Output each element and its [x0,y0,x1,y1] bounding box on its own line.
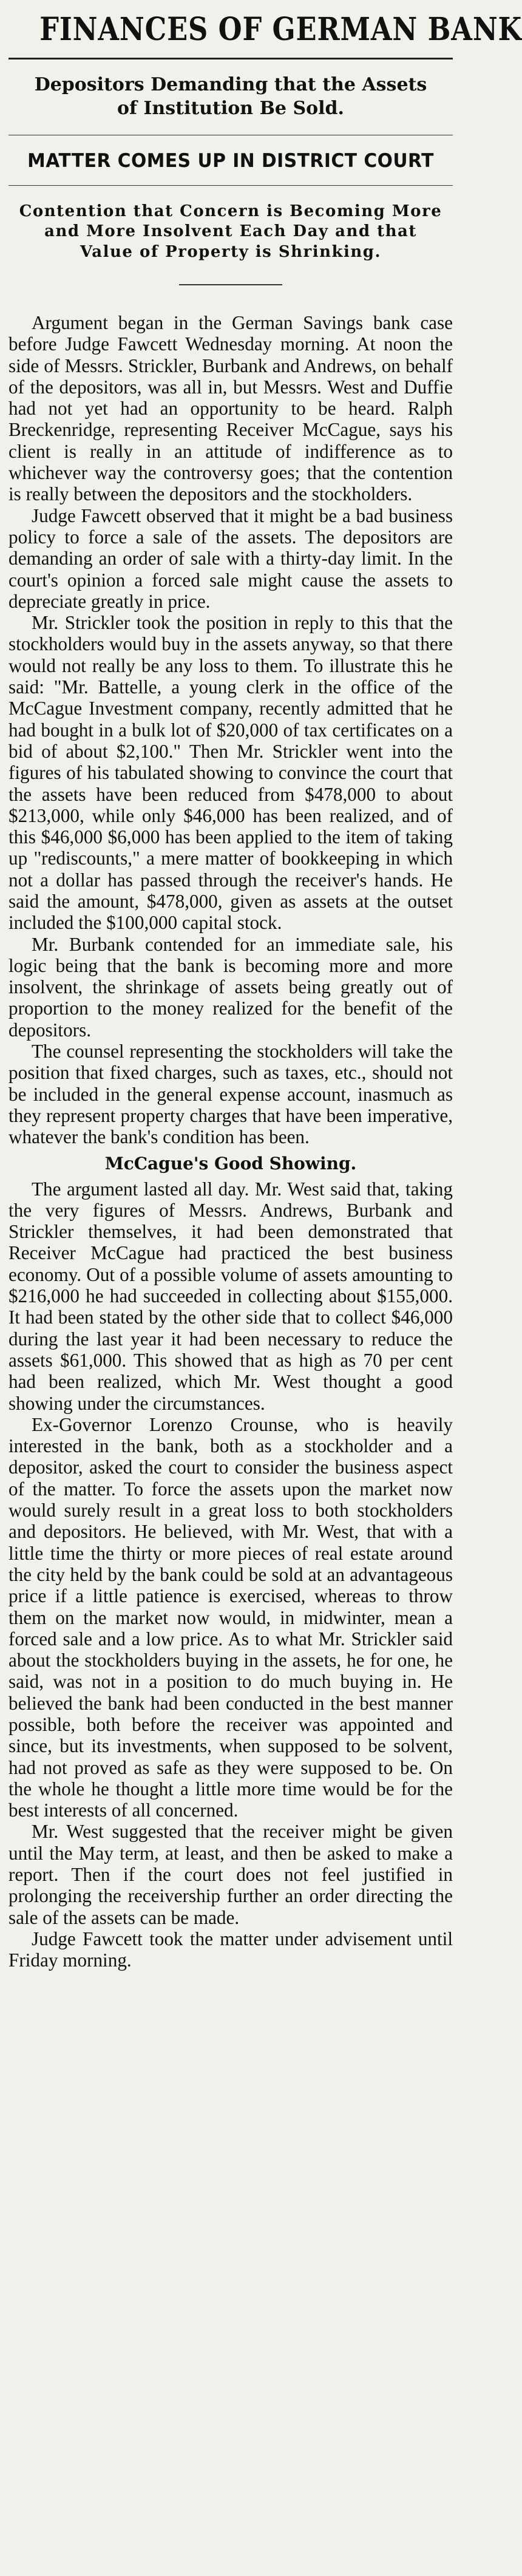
body-paragraph: The argument lasted all day. Mr. West said that, taking the very figures of Messrs. Andrews, Burbank and Strickler themselves, it had been demonstrated that Receiver McCague had practiced the best business economy. Out of a possible volume of assets amounting to $216,000 he had succeeded in collecting about $155,000. It had been stated by the other side that to collect $46,000 during the last year it had been necessary to reduce the assets $61,000. This showed that as high as 70 per cent had been realized, which Mr. West thought a good showing under the circumstances. [8,1178,453,1414]
body-paragraph: Mr. West suggested that the receiver might be given until the May term, at least, and then be asked to make a report. Then if the court does not feel justified in prolonging the receivership further an order directing the sale of the assets can be made. [8,1821,453,1928]
body-paragraph: Judge Fawcett observed that it might be a bad business policy to force a sale of the assets. The depositors are demanding an order of sale with a thirty-day limit. In the court's opinion a forced sale might cause the assets to depreciate greatly in price. [8,505,453,612]
article-body [8,312,453,1971]
body-paragraph: Mr. Burbank contended for an immediate sale, his logic being that the bank is becoming more and more insolvent, the shrinkage of assets being greatly out of proportion to the money realized for the benefit of the depositors. [8,933,453,1041]
deck-contention: Contention that Concern is Becoming More and More Insolvent Each Day and that Value of Property is Shrinking. [19,202,442,261]
headline: FINANCES OF GERMAN BANK [39,11,522,48]
body-paragraph: Ex-Governor Lorenzo Crounse, who is heavily interested in the bank, both as a stockholder and a depositor, asked the court to consider the business aspect of the matter. To force the assets upon the market now would surely result in a great loss to both stockholders and depositors. He believed, with Mr. West, that with a little time the thirty or more pieces of real estate around the city held by the bank could be sold at an advantageous price if a little patience is exercised, whereas to throw them on the market now would, in midwinter, mean a forced sale and a low price. As to what Mr. Strickler said about the stockholders buying in the assets, he for one, he said, was not in a position to do much buying in. He believed the bank had been conducted in the best manner possible, both before the receiver was appointed and since, but its investments, when supposed to be solvent, had not proved as safe as they were supposed to be. On the whole he thought a little more time would be for the best interests of all concerned. [8,1413,453,1821]
deck-rule-short [179,284,282,285]
body-paragraph: Argument began in the German Savings bank case before Judge Fawcett Wednesday morning. At noon the side of Messrs. Strickler, Burbank and Andrews, on behalf of the depositors, was all in, but Messrs. West and Duffie had not yet had an opportunity to be heard. Ralph Breckenridge, representing Receiver McCague, says his client is really in an attitude of indifference as to whichever way the controversy goes; that the contention is really between the depositors and the stockholders. [8,311,453,505]
deck-district-court: MATTER COMES UP IN DISTRICT COURT [27,150,434,172]
deck-depositors: Depositors Demanding that the Assets of Institution Be Sold. [34,74,427,120]
subhead-mccague: McCague's Good Showing. [104,1153,357,1174]
body-paragraph: The counsel representing the stockholders will take the position that fixed charges, such as taxes, etc., should not be included in the general expense account, inasmuch as they represent property charges that have been imperative, whatever the bank's condition has been. [8,1041,453,1148]
body-paragraph: Judge Fawcett took the matter under advisement until Friday morning. [8,1928,453,1971]
body-paragraph: Mr. Strickler took the position in reply to this that the stockholders would buy in the assets anyway, so that there would not really be any loss to them. To illustrate this he said: "Mr. Battelle, a young clerk in the office of the McCague Investment company, recently admitted that he had bought in a bulk lot of $20,000 of tax certificates on a bid of about $2,100." Then Mr. Strickler went into the figures of his tabulated showing to convince the court that the assets have been reduced from $478,000 to about $213,000, while only $46,000 has been realized, and of this $46,000 $6,000 has been applied to the item of taking up "rediscounts," a mere matter of bookkeeping in which not a dollar has passed through the receiver's hands. He said the amount, $478,000, given as assets at the outset included the $100,000 capital stock. [8,612,453,934]
